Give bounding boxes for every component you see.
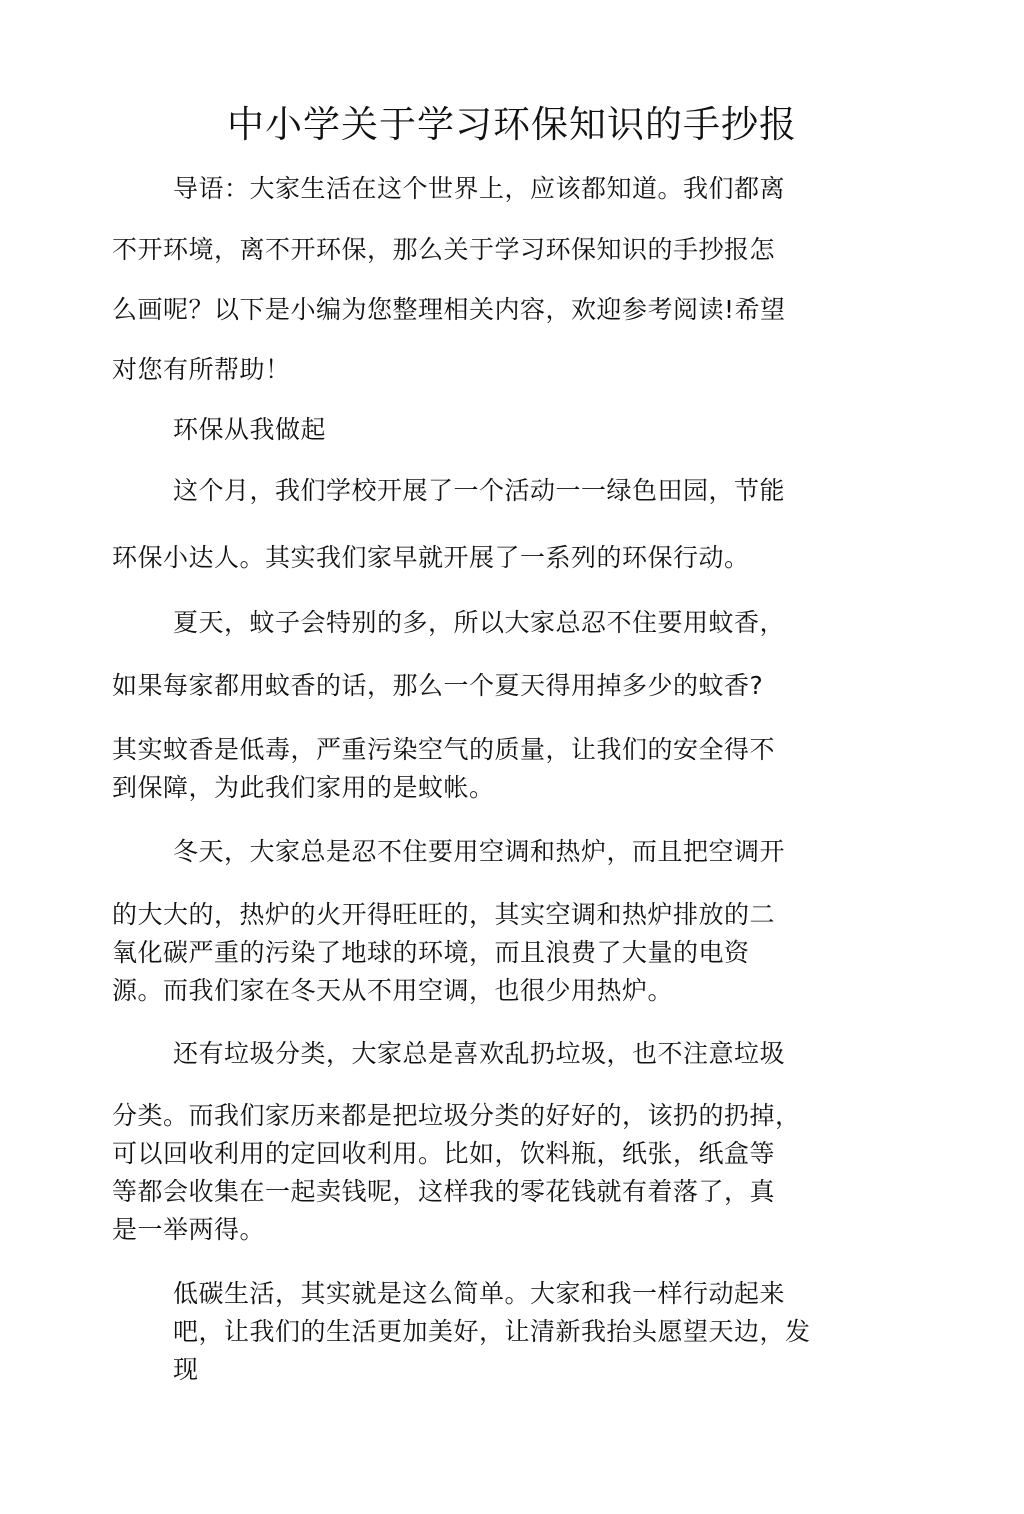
text-line: 现: [173, 1355, 199, 1384]
text-line: 不开环境，离不开环保，那么关于学习环保知识的手抄报怎: [112, 235, 776, 264]
text-line: 的大大的，热炉的火开得旺旺的，其实空调和热炉排放的二: [112, 900, 776, 929]
text-line: 这个月，我们学校开展了一个活动一一绿色田园，节能: [173, 476, 786, 505]
text-line: 分类。而我们家历来都是把垃圾分类的好好的，该扔的扔掉，: [112, 1101, 801, 1130]
text-line: 导语：大家生活在这个世界上，应该都知道。我们都离: [173, 174, 786, 203]
text-line: 其实蚊香是低毒，严重污染空气的质量，让我们的安全得不: [112, 735, 776, 764]
text-line: 吧，让我们的生活更加美好，让清新我抬头愿望天边，发: [173, 1317, 811, 1346]
text-line: 对您有所帮助！: [112, 355, 291, 384]
text-line: 环保小达人。其实我们家早就开展了一系列的环保行动。: [112, 543, 750, 572]
text-line: 等都会收集在一起卖钱呢，这样我的零花钱就有着落了，真: [112, 1177, 776, 1206]
text-line: 还有垃圾分类，大家总是喜欢乱扔垃圾，也不注意垃圾: [173, 1039, 786, 1068]
text-line: 可以回收利用的定回收利用。比如，饮料瓶，纸张，纸盒等: [112, 1139, 776, 1168]
text-line: 氧化碳严重的污染了地球的环境，而且浪费了大量的电资: [112, 938, 750, 967]
text-line: 是一举两得。: [112, 1215, 266, 1244]
text-line: 源。而我们家在冬天从不用空调，也很少用热炉。: [112, 976, 674, 1005]
text-line: 么画呢？以下是小编为您整理相关内容，欢迎参考阅读!希望: [112, 295, 786, 324]
text-line: 低碳生活，其实就是这么简单。大家和我一样行动起来: [173, 1279, 786, 1308]
text-line: 到保障，为此我们家用的是蚊帐。: [112, 773, 495, 802]
document-title: 中小学关于学习环保知识的手抄报: [227, 103, 797, 146]
text-line: 如果每家都用蚊香的话，那么一个夏天得用掉多少的蚊香?: [112, 671, 764, 700]
text-line: 冬天，大家总是忍不住要用空调和热炉，而且把空调开: [173, 837, 786, 866]
text-line: 夏天，蚊子会特别的多，所以大家总忍不住要用蚊香，: [173, 608, 786, 637]
section-heading: 环保从我做起: [173, 415, 327, 444]
